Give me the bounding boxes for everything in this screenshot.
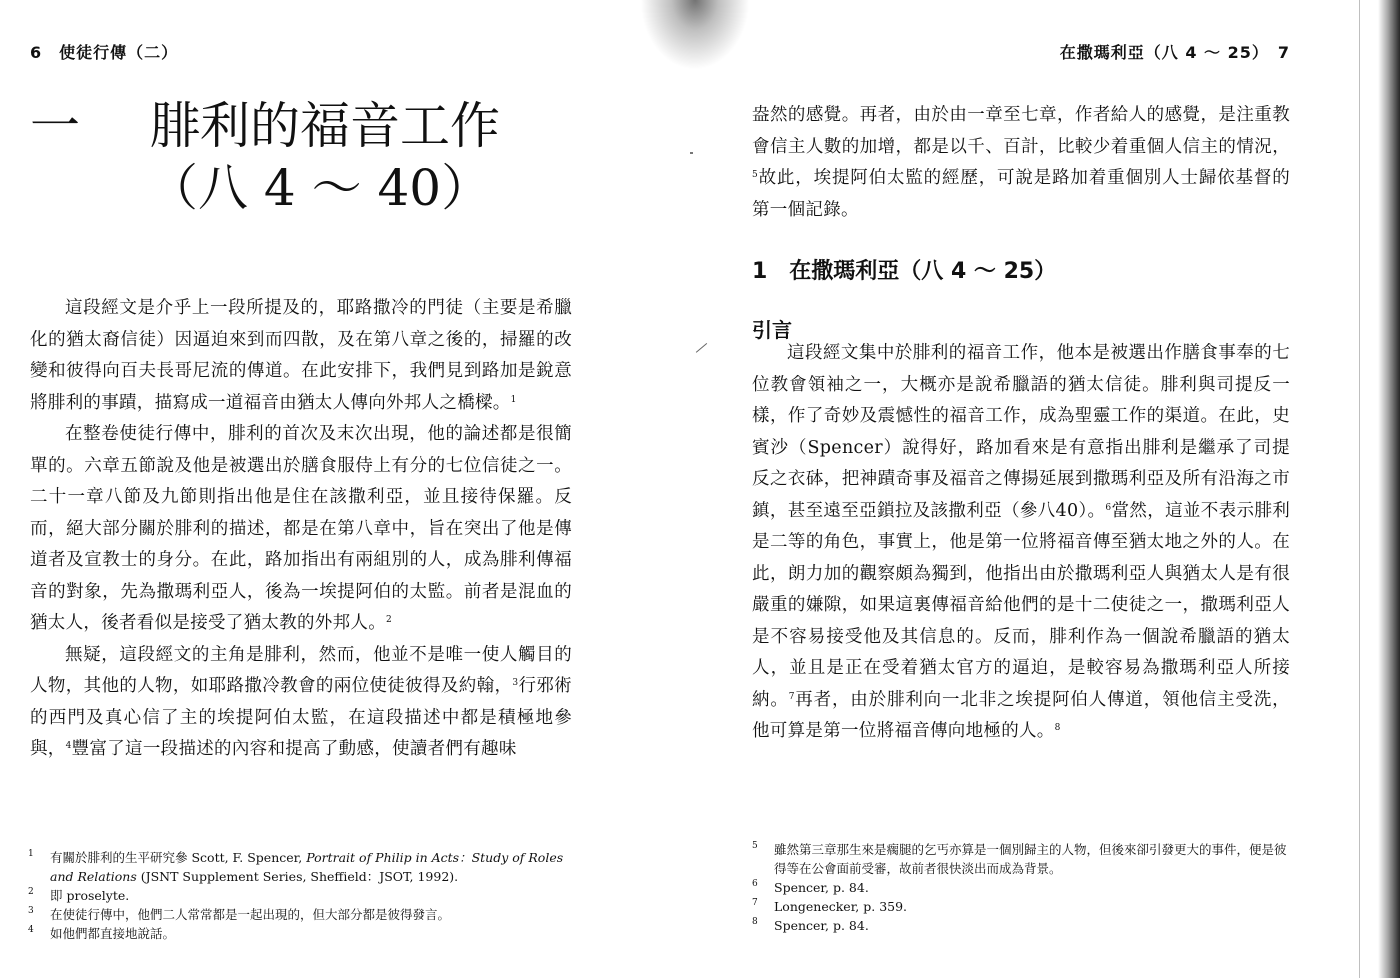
chapter-title: 腓利的福音工作 xyxy=(150,97,500,155)
right-footnotes xyxy=(752,840,1297,935)
footnote-ref: 8 xyxy=(1054,723,1061,733)
left-body-text xyxy=(30,293,572,766)
footnote-ref: 2 xyxy=(386,615,393,625)
paragraph: 這段經文是介乎上一段所提及的，耶路撒冷的門徒（主要是希臘化的猶太裔信徒）因逼迫來到而四散，及在第八章之後的，掃羅的改變和彼得向百夫長哥尼流的傳道。在此安排下，我們見到路加是銳意將腓利的事蹟，描寫成一道福音由猶太人傳向外邦人之橋樑。$^1$ xyxy=(30,298,572,413)
right-page xyxy=(700,0,1400,978)
footnote-ref: 4 xyxy=(65,741,72,751)
footnote: 4 如他們都直接地說話。 xyxy=(28,925,176,941)
paragraph: 盎然的感覺。再者，由於由一章至七章，作者給人的感覺，是注重教會信主人數的加增，都是以千、百計，比較少着重個人信主的情況，$^5$故此，埃提阿伯太監的經歷，可說是路加着重個別人士歸依基督的第一個記錄。 xyxy=(752,105,1290,220)
footnote: 8 Spencer, p. 84. xyxy=(752,917,869,933)
footnote: 5 雖然第三章那生來是瘸腿的乞丐亦算是一個別歸主的人物，但後來卻引發更大的事件，便是彼得等在公會面前受審，故前者很快淡出而成為背景。 xyxy=(752,841,1287,876)
paragraph: 無疑，這段經文的主角是腓利，然而，他並不是唯一使人觸目的人物，其他的人物，如耶路撒冷教會的兩位使徒彼得及約翰，$^3$行邪術的西門及真心信了主的埃提阿伯太監，在這段描述中都是積極地參與，$^4$豐富了這一段描述的內容和提高了動感，使讀者們有趣味 xyxy=(30,644,572,759)
chapter-title-block xyxy=(30,95,630,219)
right-top-text xyxy=(752,100,1290,226)
chapter-reference: （八 4 ～ 40） xyxy=(148,159,492,217)
running-head-left: 6 使徒行傳（二） xyxy=(30,43,179,62)
footnote: 3 在使徒行傳中，他們二人常常都是一起出現的，但大部分都是彼得發言。 xyxy=(28,906,451,922)
paragraph: 在整卷使徒行傳中，腓利的首次及末次出現，他的論述都是很簡單的。六章五節說及他是被選出於膳食服侍上有分的七位信徒之一。二十一章八節及九節則指出他是住在該撒利亞，並且接待保羅。反而，絕大部分關於腓利的描述，都是在第八章中，旨在突出了他是傳道者及宣教士的身分。在此，路加指出有兩組別的人，成為腓利傳福音的對象，先為撒瑪利亞人，後為一埃提阿伯的太監。前者是混血的猶太人，後者看似是接受了猶太教的外邦人。$^2$ xyxy=(30,424,572,633)
footnote: 7 Longenecker, p. 359. xyxy=(752,898,908,914)
paragraph: 這段經文集中於腓利的福音工作，他本是被選出作膳食事奉的七位教會領袖之一，大概亦是說希臘語的猶太信徒。腓利與司提反一樣，作了奇妙及震憾性的福音工作，成為聖靈工作的渠道。在此，史賓沙（Spencer）說得好，路加看來是有意指出腓利是繼承了司提反之衣砵，把神蹟奇事及福音之傳揚延展到撒瑪利亞及所有沿海之市鎮，甚至遠至亞鎖拉及該撒利亞（參八40）。$^6$當然，這並不表示腓利是二等的角色，事實上，他是第一位將福音傳至猶太地之外的人。在此，朗力加的觀察頗為獨到，他指出由於撒瑪利亞人與猶太人是有很嚴重的嫌隙，如果這裏傳福音給他們的是十二使徒之一，撒瑪利亞人是不容易接受他及其信息的。反而，腓利作為一個說希臘語的猶太人，並且是正在受着猶太官方的逼迫，是較容易為撒瑪利亞人所接納。$^7$再者，由於腓利向一北非之埃提阿伯人傳道，領他信主受洗，他可算是第一位將福音傳向地極的人。$^8$ xyxy=(752,343,1290,741)
footnote: 1 有關於腓利的生平研究參 Scott, F. Spencer, Portrait of Philip in Acts：Study of Roles and Relations (JSNT Supplement Series, Sheffield：JSOT, 1992). xyxy=(28,849,564,884)
footnote-ref: 5 xyxy=(752,170,759,180)
section-heading: 1 在撒瑪利亞（八 4 ～ 25） xyxy=(752,259,1057,284)
running-head-right: 在撒瑪利亞（八 4 ～ 25） 7 xyxy=(1059,43,1290,62)
footnote-ref: 7 xyxy=(788,691,795,702)
footnote-ref: 1 xyxy=(510,394,517,405)
sub-heading: 引言 xyxy=(752,318,792,342)
footnote-ref: 6 xyxy=(1105,502,1112,513)
left-footnotes xyxy=(28,848,576,943)
chapter-number: 一 xyxy=(30,97,80,155)
footnote: 2 即 proselyte. xyxy=(28,887,130,903)
footnote: 6 Spencer, p. 84. xyxy=(752,879,869,895)
footnote-ref: 3 xyxy=(512,678,519,688)
right-main-text xyxy=(752,338,1290,748)
